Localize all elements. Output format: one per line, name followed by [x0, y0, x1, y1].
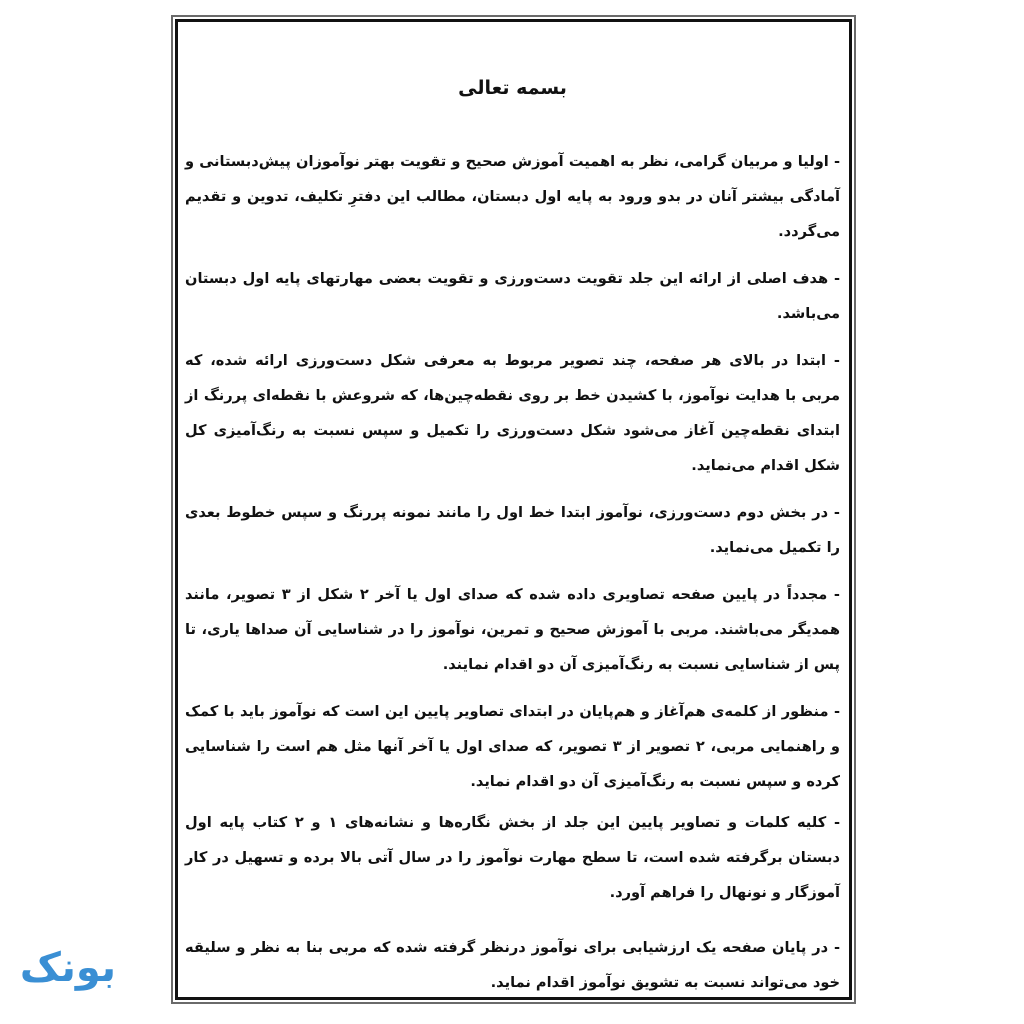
paragraph-intro: - اولیا و مربیان گرامی، نظر به اهمیت آموزش صحیح و تقویت بهتر نوآموزان پیش‌دبستانی و آمادگی بیشتر آنان در بدو ورود به پایه اول دبستان، مطالب این دفترِ تکلیف، تدوین و تقدیم می‌گردد.: [185, 153, 840, 240]
document-title: بسمه تعالی: [458, 77, 567, 99]
paragraph-evaluation: - در پایان صفحه یک ارزشیابی برای نوآموز درنظر گرفته شده که مربی بنا به نظر و سلیقه خود می‌تواند نسبت به تشویق نوآموز اقدام نماید.: [185, 939, 840, 991]
paragraph-second-section: - در بخش دوم دست‌ورزی، نوآموز ابتدا خط اول را مانند نمونه پررنگ و سپس خطوط بعدی را تکمیل می‌نماید.: [185, 504, 840, 556]
paragraph-bottom-images: - مجدداً در پایین صفحه تصاویری داده شده که صدای اول یا آخر ۲ شکل از ۳ تصویر، مانند همدیگر می‌باشند. مربی با آموزش صحیح و تمرین، نوآموز را در شناسایی آن صداها یاری، تا پس از شناسایی نسبت به رنگ‌آمیزی آن دو اقدام نمایند.: [185, 586, 840, 673]
paragraph-main-goal: - هدف اصلی از ارائه این جلد تقویت دست‌ورزی و تقویت بعضی مهارتهای پایه اول دبستان می‌باشد.: [185, 270, 840, 322]
logo-text: بونک: [19, 945, 116, 991]
paragraph-top-of-page: - ابتدا در بالای هر صفحه، چند تصویر مربوط به معرفی شکل دست‌ورزی ارائه شده، که مربی با هدایت نوآموز، با کشیدن خط بر روی نقطه‌چین‌ها، که شروعش با نقطه‌ای پررنگ از ابتدای نقطه‌چین آغاز می‌شود شکل دست‌ورزی را تکمیل و سپس نسبت به رنگ‌آمیزی کل شکل اقدام می‌نماید.: [185, 352, 840, 474]
watermark-logo: [19, 943, 116, 999]
document-page: [185, 70, 840, 1014]
paragraph-words-source: - کلیه کلمات و تصاویر پایین این جلد از بخش نگاره‌ها و نشانه‌های ۱ و ۲ کتاب پایه اول دبستان برگرفته شده است، تا سطح مهارت نوآموز را در سال آتی بالا برده و تسهیل در کار آموزگار و نونهال را فراهم آورد.: [185, 814, 840, 901]
paragraph-same-sounds: - منظور از کلمه‌ی هم‌آغاز و هم‌پایان در ابتدای تصاویر پایین این است که نوآموز باید با کمک و راهنمایی مربی، ۲ تصویر از ۳ تصویر، که صدای اول یا آخر آنها مثل هم است را شناسایی کرده و سپس نسبت به رنگ‌آمیزی آن دو اقدام نماید.: [185, 703, 840, 790]
